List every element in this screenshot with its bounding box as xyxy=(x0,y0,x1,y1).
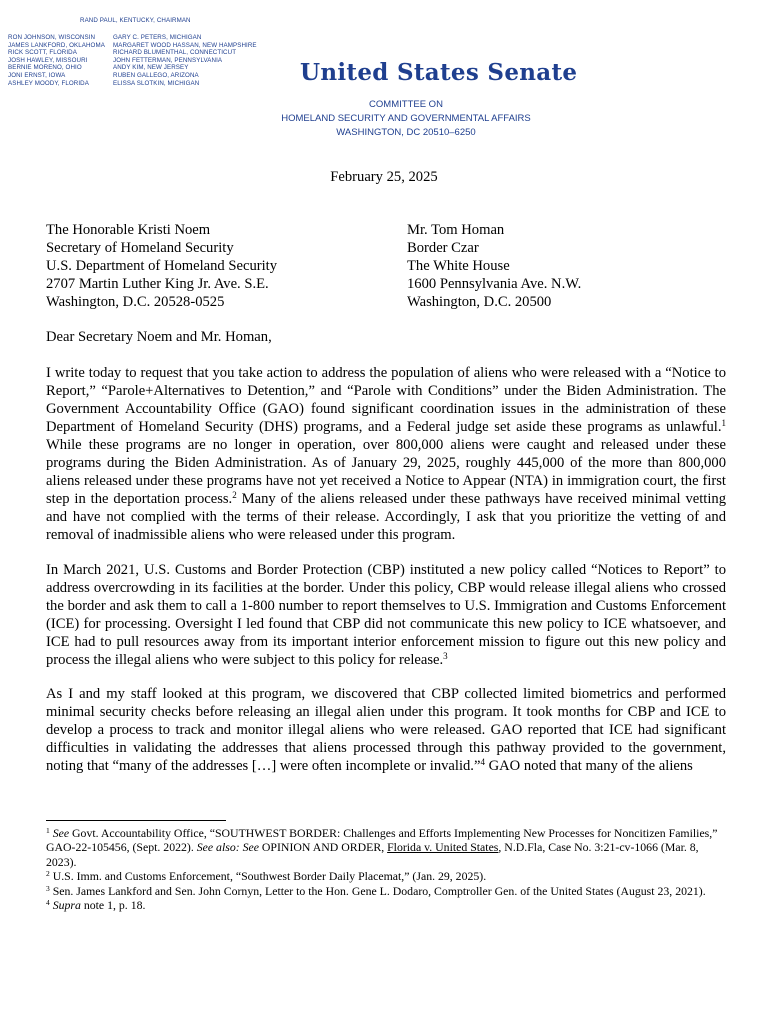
letter-date: February 25, 2025 xyxy=(330,169,438,185)
member-name: ELISSA SLOTKIN, MICHIGAN xyxy=(113,79,200,87)
case-citation: Florida v. United States xyxy=(387,840,499,855)
minority-members xyxy=(113,34,257,87)
senate-title: United States Senate xyxy=(300,59,578,86)
member-name: BERNIE MORENO, OHIO xyxy=(8,64,82,72)
body-paragraph-1: I write today to request that you take action to address the population of aliens who were released with a “Notice to Report,” “Parole+Alternatives to Detention,” and “Parole with Conditions” under the Biden Administration. The Government Accountability Office (GAO) found significant coordination issues in the administration of these Department of Homeland Security (DHS) programs, and a Federal judge set aside these programs as unlawful.$^1$ While these programs are no longer in operation, over 800,000 aliens were caught and released under these programs during the Biden Administration. As of January 29, 2025, roughly 445,000 of the more than 800,000 aliens released under these programs have not yet received a Notice to Appear (NTA) in immigration court, the first step in the deportation process.$^2$ Many of the aliens released under these pathways have received minimal vetting and have not complied with the terms of their release. Accordingly, I ask that you prioritize the vetting of and removal of inadmissible aliens who were released under this program. xyxy=(46,365,726,543)
footnote-ref-4: 4 xyxy=(480,757,485,767)
recipient-address-right xyxy=(407,221,581,311)
member-name: JOSH HAWLEY, MISSOURI xyxy=(8,56,88,64)
body-paragraph-2: In March 2021, U.S. Customs and Border Protection (CBP) instituted a new policy called “Notices to Report” to address overcrowding in its facilities at the border. Under this policy, CBP would release illegal aliens who crossed the border and ask them to call a 1-800 number to report themselves to U.S. Immigration and Customs Enforcement (ICE) for processing. Oversight I led found that CBP did not communicate this new policy to ICE whatsoever, and ICE had to pull resources away from its important interior enforcement mission to figure out this new policy and process the illegal aliens who were subject to this policy for release.$^3$ xyxy=(46,562,726,668)
address-line: Mr. Tom Homan xyxy=(407,222,505,238)
member-name: ASHLEY MOODY, FLORIDA xyxy=(8,79,89,87)
chairman-line: RAND PAUL, KENTUCKY, CHAIRMAN xyxy=(80,17,191,24)
footnote-3: $^3$ Sen. James Lankford and Sen. John Cornyn, Letter to the Hon. Gene L. Dodaro, Comptroller Gen. of the United States (August 23, 2021). xyxy=(46,883,706,898)
member-name: RICHARD BLUMENTHAL, CONNECTICUT xyxy=(113,49,237,57)
salutation: Dear Secretary Noem and Mr. Homan, xyxy=(46,329,272,345)
footnote-divider xyxy=(46,820,226,821)
footnote-4: $^4$ Supra note 1, p. 18. xyxy=(46,898,146,913)
member-name: GARY C. PETERS, MICHIGAN xyxy=(113,34,202,41)
address-line: The Honorable Kristi Noem xyxy=(46,222,211,238)
address-line: 2707 Martin Luther King Jr. Ave. S.E. xyxy=(46,276,269,292)
address-line: U.S. Department of Homeland Security xyxy=(46,258,278,274)
footnote-ref-2: 2 xyxy=(232,490,237,500)
address-line: Secretary of Homeland Security xyxy=(46,240,234,256)
committee-name: HOMELAND SECURITY AND GOVERNMENTAL AFFAIRS xyxy=(281,113,531,124)
footnote-ref-3: 3 xyxy=(443,651,448,661)
majority-members xyxy=(8,34,105,87)
footnote-2: $^2$ U.S. Imm. and Customs Enforcement, “Southwest Border Daily Placemat,” (Jan. 29, 2025). xyxy=(46,869,487,884)
member-name: MARGARET WOOD HASSAN, NEW HAMPSHIRE xyxy=(113,41,257,49)
address-line: Washington, D.C. 20500 xyxy=(407,294,552,310)
member-name: RUBEN GALLEGO, ARIZONA xyxy=(113,71,199,79)
address-line: The White House xyxy=(407,258,510,274)
footnotes xyxy=(46,826,726,912)
committee-block xyxy=(270,98,542,140)
member-name: JONI ERNST, IOWA xyxy=(8,71,66,79)
footnote-ref-1: 1 xyxy=(721,418,726,428)
committee-line: COMMITTEE ON xyxy=(369,99,443,110)
address-line: 1600 Pennsylvania Ave. N.W. xyxy=(407,276,582,292)
member-name: JAMES LANKFORD, OKLAHOMA xyxy=(8,41,105,49)
body-paragraph-3: As I and my staff looked at this program, we discovered that CBP collected limited biometrics and performed minimal security checks before releasing an illegal alien under this program. It took months for CBP and ICE to develop a process to track and monitor illegal aliens who were released. GAO reported that ICE had significant difficulties in validating the addresses that aliens processed through this pathway provided to the government, noting that “many of the addresses […] were often incomplete or invalid.”$^4$ GAO noted that many of the aliens xyxy=(46,686,726,774)
recipient-address-left xyxy=(46,221,277,311)
member-name: RICK SCOTT, FLORIDA xyxy=(8,49,77,57)
member-name: RON JOHNSON, WISCONSIN xyxy=(8,34,96,41)
member-name: JOHN FETTERMAN, PENNSYLVANIA xyxy=(113,56,223,64)
footnote-1: $^1$ See Govt. Accountability Office, “SOUTHWEST BORDER: Challenges and Efforts Implementing New Processes for Noncitizen Families,” GAO-22-105456, (Sept. 2022). See also: See OPINION AND ORDER, Florida v. United States, N.D.Fla, Case No. 3:21-cv-1066 (Mar. 8, 2023). xyxy=(46,826,718,869)
member-name: ANDY KIM, NEW JERSEY xyxy=(113,64,189,72)
address-line: Border Czar xyxy=(407,240,479,256)
address-line: Washington, D.C. 20528-0525 xyxy=(46,294,225,310)
committee-address: WASHINGTON, DC 20510–6250 xyxy=(336,127,476,138)
